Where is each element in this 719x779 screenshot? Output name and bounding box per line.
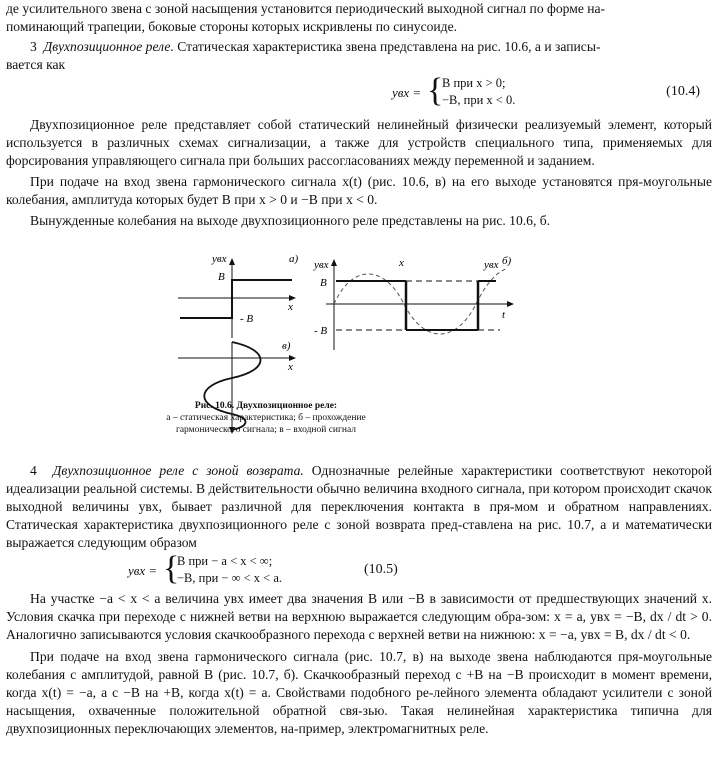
- equation-number: (10.4): [666, 84, 700, 99]
- equation-case: B при − a < x < ∞;: [177, 554, 273, 568]
- paragraph-line: де усилительного звена с зоной насыщения установится периодический выходной сигнал по форме на-: [6, 1, 606, 16]
- y-axis-label-b: yвх: [314, 259, 329, 271]
- brace-icon: {: [427, 72, 444, 109]
- brace-icon: {: [163, 550, 180, 587]
- paragraph: На участке −a < x < a величина yвх имеет два значения B или −B в зависимости от предшествующих значений x. Условия скачка при переходе с нижней ветви на верхнюю выражается следующим обра-зом: x = a, yвх = −B, dx / dt > 0. Аналогично записываются условия скачкообразного перехода с верхней ветви на нижнюю: x = −a, yвх = B, dx / dt < 0.: [6, 591, 712, 642]
- item-4-paragraph: [6, 462, 712, 552]
- item-number: 3: [30, 39, 37, 54]
- panel-label-v: в): [282, 340, 291, 352]
- equation-lhs: yвх =: [392, 85, 422, 100]
- caption-line: гармонического сигнала; в – входной сигнал: [175, 425, 357, 435]
- x-axis-label-input: x: [288, 361, 293, 373]
- t-axis-label: t: [502, 309, 506, 321]
- equation-case: −B, при x < 0.: [442, 93, 516, 107]
- paragraph: При подаче на вход звена гармонического сигнала x(t) (рис. 10.6, в) на его выходе установятся пря-моугольные колебания, амплитуда которых будет B при x > 0 и −B при x < 0.: [6, 174, 712, 207]
- paragraph: При подаче на вход звена гармонического сигнала (рис. 10.7, в) на выходе звена наблюдаются пря-моугольные колебания с амплитудой, равной B (рис. 10.7, б). Скачкообразный переход с +B на −B происходит в момент времени, когда x(t) = −a, а с −B на +B, когда x(t) = a. Свойствами подобного ре-лейного элемента обладают усилители с зоной насыщения, охваченные положительной обратной свя-зью. Такая нелинейная характеристика типична для двухпозиционных переключающих элементов, на-пример, электромагнитных реле.: [6, 649, 712, 736]
- text-block-bottom: [6, 462, 712, 738]
- item-title: Двухпозиционное реле.: [43, 39, 174, 54]
- y-axis-label: yвх: [212, 253, 227, 265]
- paragraph-line: поминающий трапеции, боковые стороны которых искривлены по синусоиде.: [6, 19, 458, 34]
- equation-case: B при x > 0;: [442, 76, 506, 90]
- signal-passage-plot: [326, 259, 514, 350]
- item-title: Двухпозиционное реле с зоной возврата.: [52, 463, 304, 478]
- caption-title: Рис. 10.6. Двухпозиционное реле:: [194, 401, 338, 411]
- item-text: Однозначные релейные характеристики соответствуют некоторой идеализации реальной системы. В действительности обычно величина входного сигнала, при котором происходит скачок выходной величины yвх, бывает различной для переключения контакта в пря-мом и обратном направлениях. Статическая характеристика двухпозиционного реле с зоной возврата пред-ставлена на рис. 10.7, а и математически выражается следующим образом: [6, 463, 713, 550]
- paragraph: Вынужденные колебания на выходе двухпозиционного реле представлены на рис. 10.6, б.: [30, 213, 551, 228]
- caption-line: а – статическая характеристика; б – прохождение: [166, 413, 366, 423]
- paragraph: Двухпозиционное реле представляет собой статический нелинейный физически реализуемый элемент, который используется в различных схемах сигнализации, а также для устройств специального типа, применяемых для форсирования управляющего сигнала при больших рассогласованиях между переменной и заданием.: [6, 117, 712, 168]
- x-curve-label: x: [399, 257, 404, 269]
- figure-caption: [136, 400, 396, 436]
- level-B-label-b: B: [320, 277, 327, 289]
- figure-10-6: [0, 250, 719, 450]
- level-B-label: B: [218, 271, 225, 283]
- equation-10-4: [6, 74, 712, 112]
- item-number: 4: [30, 463, 37, 478]
- level-minus-B-label-b: - B: [314, 325, 328, 337]
- equation-lhs: yвх =: [128, 563, 158, 578]
- text-block-top: [6, 0, 712, 230]
- equation-cases: [177, 553, 282, 587]
- panel-label-b: б): [502, 255, 512, 267]
- y-curve-label: yвх: [484, 259, 499, 271]
- equation-number: (10.5): [364, 562, 398, 577]
- item-3-continuation: вается как: [6, 57, 66, 72]
- equation-cases: [442, 75, 515, 109]
- x-axis-label: x: [288, 301, 293, 313]
- static-characteristic-plot: [178, 258, 296, 338]
- level-minus-B-label: - B: [240, 313, 254, 325]
- equation-case: −B, при − ∞ < x < a.: [177, 571, 282, 585]
- panel-label-a: а): [289, 253, 299, 265]
- equation-10-5: [6, 552, 712, 588]
- item-3-paragraph: [6, 38, 712, 56]
- item-text: Статическая характеристика звена представлена на рис. 10.6, а и записы-: [177, 39, 601, 54]
